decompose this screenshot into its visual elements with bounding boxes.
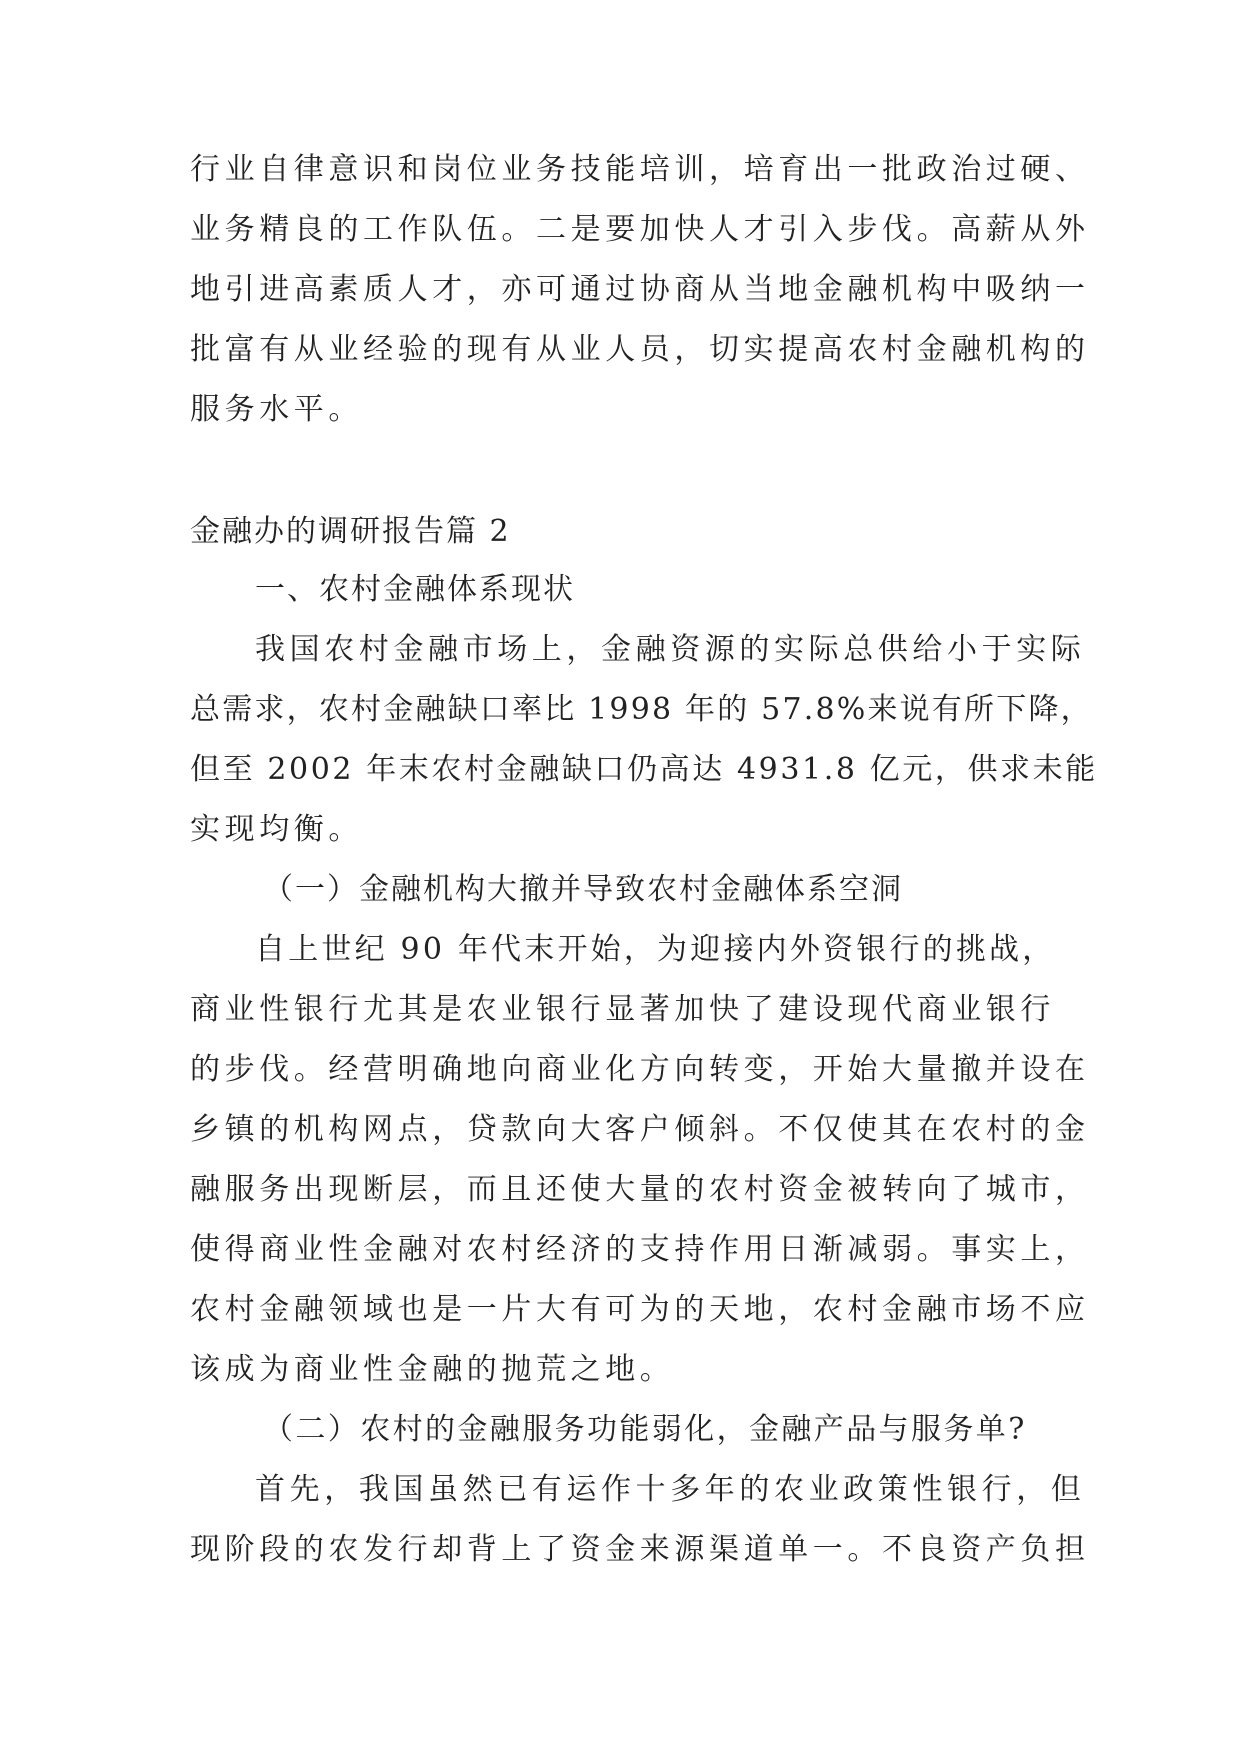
section-heading: 一、农村金融体系现状: [255, 572, 575, 607]
paragraph-line: 首先，我国虽然已有运作十多年的农业政策性银行，但: [255, 1472, 1086, 1507]
paragraph-line: 业务精良的工作队伍。二是要加快人才引入步伐。高薪从外: [190, 212, 1090, 247]
paragraph-line: 自上世纪 90 年代末开始，为迎接内外资银行的挑战，: [255, 932, 1056, 967]
subsection-heading: （一）金融机构大撤并导致农村金融体系空洞: [263, 872, 903, 907]
paragraph-line: 农村金融领域也是一片大有可为的天地，农村金融市场不应: [190, 1292, 1090, 1327]
document-title: 金融办的调研报告篇 2: [190, 514, 511, 549]
paragraph-line: 地引进高素质人才，亦可通过协商从当地金融机构中吸纳一: [190, 272, 1090, 307]
subsection-heading: （二）农村的金融服务功能弱化，金融产品与服务单?: [263, 1412, 1027, 1447]
paragraph-line: 总需求，农村金融缺口率比 1998 年的 57.8%来说有所下降，: [190, 692, 1093, 727]
paragraph-line: 但至 2002 年末农村金融缺口仍高达 4931.8 亿元，供求未能: [190, 752, 1098, 787]
paragraph-line: 乡镇的机构网点，贷款向大客户倾斜。不仅使其在农村的金: [190, 1112, 1090, 1147]
paragraph-line: 我国农村金融市场上，金融资源的实际总供给小于实际: [255, 632, 1086, 667]
paragraph-line: 实现均衡。: [190, 812, 363, 847]
paragraph-line: 该成为商业性金融的抛荒之地。: [190, 1352, 675, 1387]
paragraph-line: 使得商业性金融对农村经济的支持作用日渐减弱。事实上，: [190, 1232, 1090, 1267]
paragraph-line: 的步伐。经营明确地向商业化方向转变，开始大量撤并设在: [190, 1052, 1090, 1087]
paragraph-line: 现阶段的农发行却背上了资金来源渠道单一。不良资产负担: [190, 1532, 1090, 1567]
paragraph-line: 融服务出现断层，而且还使大量的农村资金被转向了城市，: [190, 1172, 1090, 1207]
paragraph-line: 批富有从业经验的现有从业人员，切实提高农村金融机构的: [190, 332, 1090, 367]
paragraph-line: 服务水平。: [190, 392, 363, 427]
paragraph-line: 商业性银行尤其是农业银行显著加快了建设现代商业银行: [190, 992, 1055, 1027]
paragraph-line: 行业自律意识和岗位业务技能培训，培育出一批政治过硬、: [190, 152, 1090, 187]
